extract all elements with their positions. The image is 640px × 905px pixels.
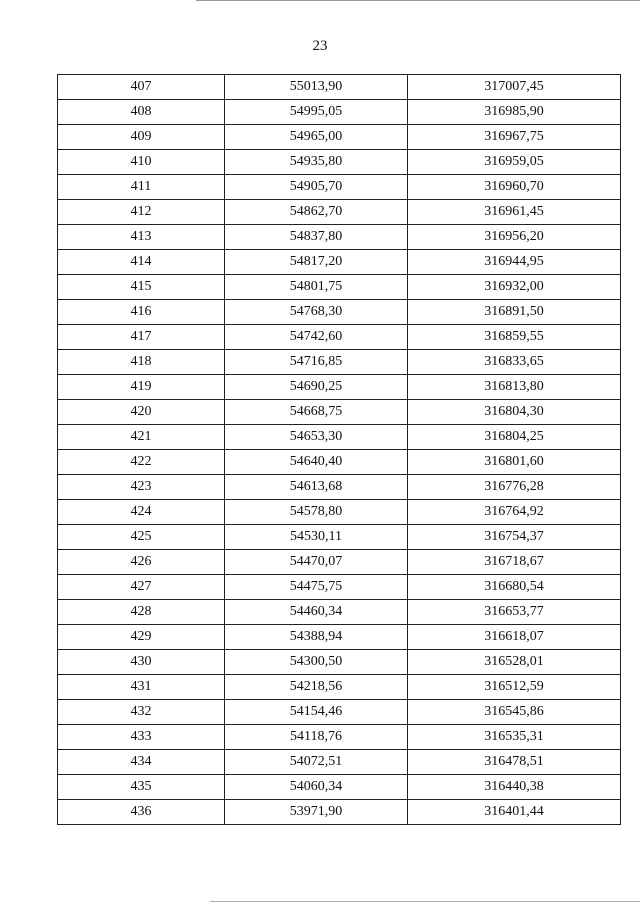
x-coordinate-cell: 54300,50 [225, 650, 408, 675]
x-coordinate-cell: 54905,70 [225, 175, 408, 200]
x-coordinate-cell: 54668,75 [225, 400, 408, 425]
point-number-cell: 413 [58, 225, 225, 250]
y-coordinate-cell: 316545,86 [408, 700, 621, 725]
table-row [58, 125, 621, 150]
table-row [58, 75, 621, 100]
x-coordinate-cell: 54613,68 [225, 475, 408, 500]
y-coordinate-cell: 316653,77 [408, 600, 621, 625]
x-coordinate-cell: 54470,07 [225, 550, 408, 575]
y-coordinate-cell: 316618,07 [408, 625, 621, 650]
y-coordinate-cell: 316804,25 [408, 425, 621, 450]
point-number-cell: 407 [58, 75, 225, 100]
table-row [58, 350, 621, 375]
table-row [58, 800, 621, 825]
table-row [58, 200, 621, 225]
table-row [58, 575, 621, 600]
point-number-cell: 423 [58, 475, 225, 500]
point-number-cell: 410 [58, 150, 225, 175]
x-coordinate-cell: 54817,20 [225, 250, 408, 275]
x-coordinate-cell: 54640,40 [225, 450, 408, 475]
y-coordinate-cell: 316401,44 [408, 800, 621, 825]
point-number-cell: 416 [58, 300, 225, 325]
y-coordinate-cell: 316680,54 [408, 575, 621, 600]
x-coordinate-cell: 55013,90 [225, 75, 408, 100]
x-coordinate-cell: 53971,90 [225, 800, 408, 825]
x-coordinate-cell: 54768,30 [225, 300, 408, 325]
table-row [58, 775, 621, 800]
y-coordinate-cell: 316944,95 [408, 250, 621, 275]
x-coordinate-cell: 54154,46 [225, 700, 408, 725]
y-coordinate-cell: 316960,70 [408, 175, 621, 200]
x-coordinate-cell: 54475,75 [225, 575, 408, 600]
table-row [58, 625, 621, 650]
x-coordinate-cell: 54460,34 [225, 600, 408, 625]
point-number-cell: 431 [58, 675, 225, 700]
point-number-cell: 408 [58, 100, 225, 125]
table-row [58, 725, 621, 750]
point-number-cell: 417 [58, 325, 225, 350]
y-coordinate-cell: 316959,05 [408, 150, 621, 175]
y-coordinate-cell: 316961,45 [408, 200, 621, 225]
point-number-cell: 418 [58, 350, 225, 375]
coordinates-table [57, 74, 621, 825]
y-coordinate-cell: 316440,38 [408, 775, 621, 800]
coordinates-table-body [58, 75, 621, 825]
x-coordinate-cell: 54653,30 [225, 425, 408, 450]
point-number-cell: 435 [58, 775, 225, 800]
bottom-border-line [210, 901, 640, 902]
y-coordinate-cell: 316891,50 [408, 300, 621, 325]
x-coordinate-cell: 54388,94 [225, 625, 408, 650]
point-number-cell: 419 [58, 375, 225, 400]
x-coordinate-cell: 54072,51 [225, 750, 408, 775]
x-coordinate-cell: 54965,00 [225, 125, 408, 150]
point-number-cell: 415 [58, 275, 225, 300]
table-row [58, 425, 621, 450]
table-row [58, 300, 621, 325]
table-row [58, 675, 621, 700]
y-coordinate-cell: 316528,01 [408, 650, 621, 675]
table-row [58, 750, 621, 775]
y-coordinate-cell: 316967,75 [408, 125, 621, 150]
point-number-cell: 424 [58, 500, 225, 525]
x-coordinate-cell: 54060,34 [225, 775, 408, 800]
point-number-cell: 434 [58, 750, 225, 775]
y-coordinate-cell: 316478,51 [408, 750, 621, 775]
top-border-line [196, 0, 640, 1]
point-number-cell: 411 [58, 175, 225, 200]
x-coordinate-cell: 54118,76 [225, 725, 408, 750]
table-row [58, 325, 621, 350]
x-coordinate-cell: 54995,05 [225, 100, 408, 125]
x-coordinate-cell: 54862,70 [225, 200, 408, 225]
point-number-cell: 427 [58, 575, 225, 600]
point-number-cell: 428 [58, 600, 225, 625]
point-number-cell: 429 [58, 625, 225, 650]
x-coordinate-cell: 54837,80 [225, 225, 408, 250]
y-coordinate-cell: 316754,37 [408, 525, 621, 550]
table-row [58, 400, 621, 425]
point-number-cell: 409 [58, 125, 225, 150]
point-number-cell: 422 [58, 450, 225, 475]
table-row [58, 700, 621, 725]
x-coordinate-cell: 54218,56 [225, 675, 408, 700]
table-row [58, 450, 621, 475]
table-row [58, 275, 621, 300]
table-row [58, 250, 621, 275]
x-coordinate-cell: 54530,11 [225, 525, 408, 550]
point-number-cell: 412 [58, 200, 225, 225]
y-coordinate-cell: 316776,28 [408, 475, 621, 500]
point-number-cell: 436 [58, 800, 225, 825]
y-coordinate-cell: 316956,20 [408, 225, 621, 250]
table-row [58, 100, 621, 125]
point-number-cell: 425 [58, 525, 225, 550]
point-number-cell: 430 [58, 650, 225, 675]
y-coordinate-cell: 316764,92 [408, 500, 621, 525]
table-row [58, 500, 621, 525]
table-row [58, 475, 621, 500]
point-number-cell: 432 [58, 700, 225, 725]
point-number-cell: 433 [58, 725, 225, 750]
x-coordinate-cell: 54716,85 [225, 350, 408, 375]
table-row [58, 650, 621, 675]
table-row [58, 150, 621, 175]
x-coordinate-cell: 54578,80 [225, 500, 408, 525]
point-number-cell: 421 [58, 425, 225, 450]
y-coordinate-cell: 316833,65 [408, 350, 621, 375]
y-coordinate-cell: 316535,31 [408, 725, 621, 750]
x-coordinate-cell: 54690,25 [225, 375, 408, 400]
x-coordinate-cell: 54742,60 [225, 325, 408, 350]
table-row [58, 550, 621, 575]
table-row [58, 525, 621, 550]
y-coordinate-cell: 316985,90 [408, 100, 621, 125]
table-row [58, 600, 621, 625]
y-coordinate-cell: 317007,45 [408, 75, 621, 100]
table-row [58, 175, 621, 200]
y-coordinate-cell: 316859,55 [408, 325, 621, 350]
y-coordinate-cell: 316718,67 [408, 550, 621, 575]
y-coordinate-cell: 316801,60 [408, 450, 621, 475]
point-number-cell: 414 [58, 250, 225, 275]
x-coordinate-cell: 54801,75 [225, 275, 408, 300]
table-row [58, 375, 621, 400]
point-number-cell: 420 [58, 400, 225, 425]
y-coordinate-cell: 316813,80 [408, 375, 621, 400]
y-coordinate-cell: 316932,00 [408, 275, 621, 300]
y-coordinate-cell: 316804,30 [408, 400, 621, 425]
x-coordinate-cell: 54935,80 [225, 150, 408, 175]
page-number: 23 [312, 38, 328, 54]
point-number-cell: 426 [58, 550, 225, 575]
y-coordinate-cell: 316512,59 [408, 675, 621, 700]
table-row [58, 225, 621, 250]
